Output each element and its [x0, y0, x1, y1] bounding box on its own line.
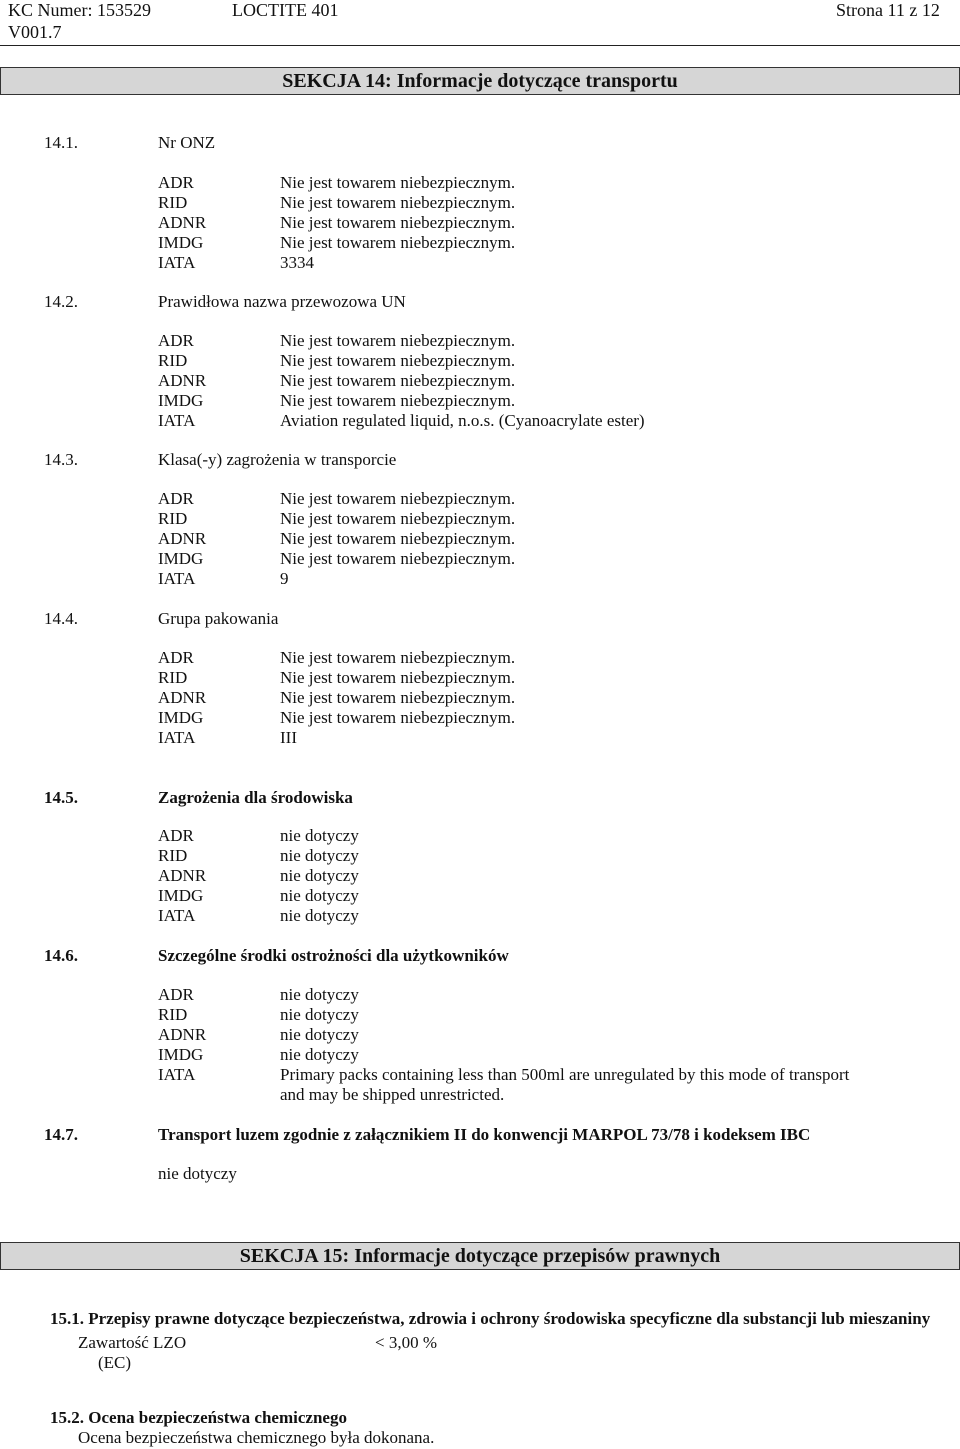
row-code: IATA [158, 569, 196, 588]
row-code: ADNR [158, 213, 207, 232]
row-value: Nie jest towarem niebezpiecznym. [280, 173, 516, 192]
row-value: nie dotyczy [280, 1005, 359, 1024]
row-value: nie dotyczy [280, 866, 359, 885]
row-value: Nie jest towarem niebezpiecznym. [280, 509, 516, 528]
header-divider [0, 45, 960, 46]
voc-label: Zawartość LZO [78, 1333, 187, 1352]
row-code: IMDG [158, 1045, 204, 1064]
subsection-heading: 15.2. Ocena bezpieczeństwa chemicznego [50, 1408, 347, 1427]
row-code: RID [158, 351, 188, 370]
row-code: IMDG [158, 708, 204, 727]
row-code: ADNR [158, 1025, 207, 1044]
row-value: nie dotyczy [280, 906, 359, 925]
subsection-number: 14.6. [44, 946, 78, 965]
page-number: Strona 11 z 12 [836, 0, 940, 20]
subsection-title: Nr ONZ [158, 133, 216, 152]
row-code: ADR [158, 489, 194, 508]
row-code: ADNR [158, 529, 207, 548]
subsection-number: 14.3. [44, 450, 78, 469]
row-value: Nie jest towarem niebezpiecznym. [280, 648, 516, 667]
subsection-number: 14.5. [44, 788, 78, 807]
marpol-value: nie dotyczy [158, 1164, 237, 1183]
subsection-heading: 15.1. Przepisy prawne dotyczące bezpieczeństwa, zdrowia i ochrony środowiska specyficzne dla substancji lub mieszaniny [50, 1309, 931, 1328]
subsection-number: 14.4. [44, 609, 78, 628]
row-value: Primary packs containing less than 500ml are unregulated by this mode of transport [280, 1065, 850, 1084]
row-value-continued: and may be shipped unrestricted. [280, 1085, 505, 1104]
subsection-title: Zagrożenia dla środowiska [158, 788, 353, 807]
row-code: IATA [158, 1065, 196, 1084]
row-value: Nie jest towarem niebezpiecznym. [280, 549, 516, 568]
section15-title: SEKCJA 15: Informacje dotyczące przepisów prawnych [239, 1245, 721, 1267]
row-code: RID [158, 846, 188, 865]
subsection-number: 14.2. [44, 292, 78, 311]
row-value: nie dotyczy [280, 886, 359, 905]
row-code: RID [158, 509, 188, 528]
subsection-title: Prawidłowa nazwa przewozowa UN [158, 292, 406, 311]
row-code: ADR [158, 173, 194, 192]
row-code: ADNR [158, 866, 207, 885]
row-value: nie dotyczy [280, 846, 359, 865]
subsection-title: Grupa pakowania [158, 609, 279, 628]
row-value: Nie jest towarem niebezpiecznym. [280, 391, 516, 410]
subsection-number: 14.1. [44, 133, 78, 152]
row-value: III [280, 728, 297, 747]
row-code: IATA [158, 411, 196, 430]
subsection-title: Szczególne środki ostrożności dla użytkowników [158, 946, 509, 965]
row-value: Nie jest towarem niebezpiecznym. [280, 351, 516, 370]
voc-label-ec: (EC) [98, 1353, 132, 1372]
row-code: ADNR [158, 688, 207, 707]
row-code: RID [158, 668, 188, 687]
row-code: IMDG [158, 549, 204, 568]
row-value: Nie jest towarem niebezpiecznym. [280, 529, 516, 548]
row-code: IATA [158, 728, 196, 747]
product-name: LOCTITE 401 [232, 0, 339, 20]
row-value: Nie jest towarem niebezpiecznym. [280, 213, 516, 232]
row-value: Nie jest towarem niebezpiecznym. [280, 193, 516, 212]
row-value: nie dotyczy [280, 985, 359, 1004]
row-value: nie dotyczy [280, 1045, 359, 1064]
section14-title: SEKCJA 14: Informacje dotyczące transportu [282, 70, 678, 92]
row-value: Nie jest towarem niebezpiecznym. [280, 489, 516, 508]
subsection-title: Klasa(-y) zagrożenia w transporcie [158, 450, 397, 469]
voc-value: < 3,00 % [375, 1333, 437, 1352]
row-value: Nie jest towarem niebezpiecznym. [280, 668, 516, 687]
row-value: Nie jest towarem niebezpiecznym. [280, 331, 516, 350]
row-code: ADR [158, 985, 194, 1004]
subsection-number: 14.7. [44, 1125, 78, 1144]
safety-assessment-text: Ocena bezpieczeństwa chemicznego była dokonana. [78, 1428, 435, 1447]
version: V001.7 [8, 22, 62, 42]
row-value: 9 [280, 569, 289, 588]
row-code: IATA [158, 906, 196, 925]
row-value: Aviation regulated liquid, n.o.s. (Cyanoacrylate ester) [280, 411, 645, 430]
row-code: ADR [158, 648, 194, 667]
row-value: nie dotyczy [280, 1025, 359, 1044]
row-value: nie dotyczy [280, 826, 359, 845]
row-value: Nie jest towarem niebezpiecznym. [280, 233, 516, 252]
row-code: RID [158, 193, 188, 212]
row-code: IMDG [158, 233, 204, 252]
row-code: ADR [158, 331, 194, 350]
row-code: IATA [158, 253, 196, 272]
row-value: Nie jest towarem niebezpiecznym. [280, 708, 516, 727]
row-code: IMDG [158, 391, 204, 410]
row-value: Nie jest towarem niebezpiecznym. [280, 371, 516, 390]
row-code: RID [158, 1005, 188, 1024]
row-code: ADR [158, 826, 194, 845]
row-value: 3334 [280, 253, 314, 272]
subsection-title: Transport luzem zgodnie z załącznikiem II do konwencji MARPOL 73/78 i kodeksem IBC [158, 1125, 811, 1144]
row-code: ADNR [158, 371, 207, 390]
row-code: IMDG [158, 886, 204, 905]
row-value: Nie jest towarem niebezpiecznym. [280, 688, 516, 707]
kc-number: KC Numer: 153529 [8, 0, 151, 20]
